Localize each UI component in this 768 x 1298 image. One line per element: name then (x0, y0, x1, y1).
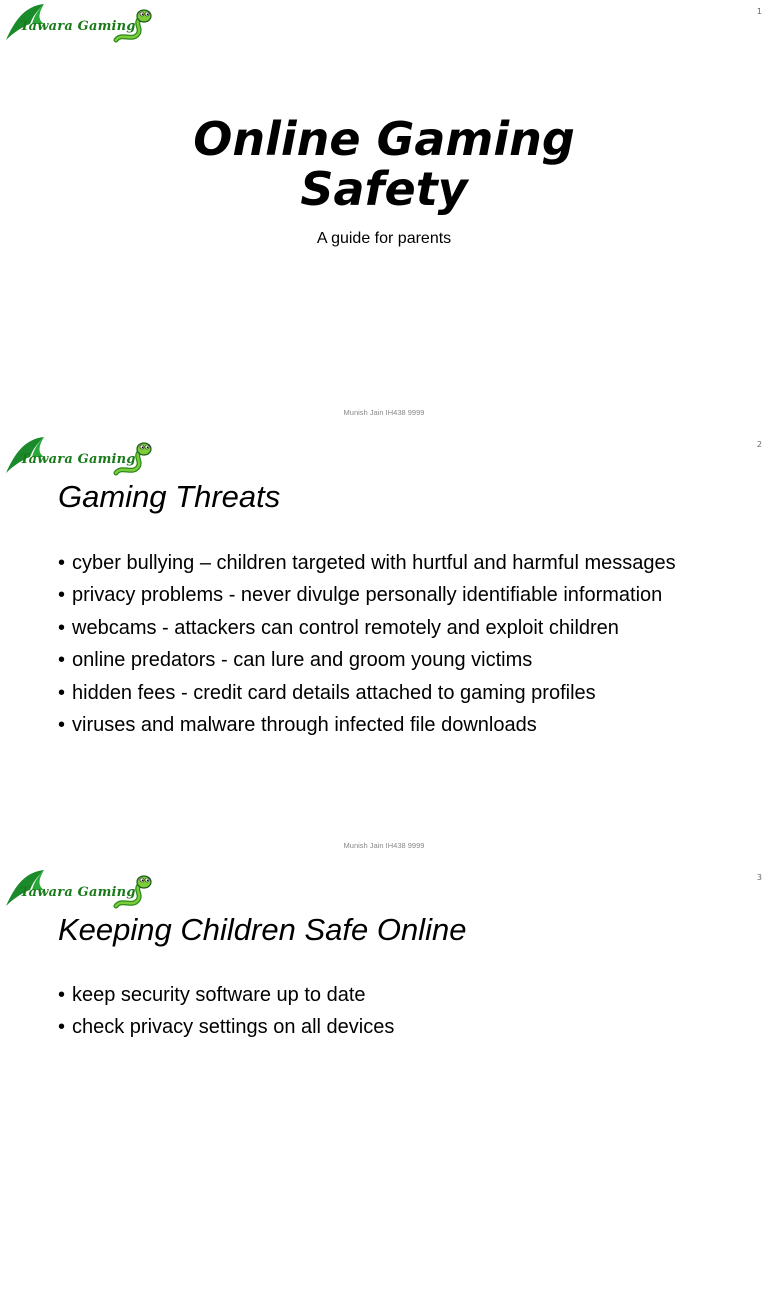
list-item-text: webcams - attackers can control remotely and exploit children (72, 616, 619, 639)
slide-2 (0, 433, 768, 865)
list-item (58, 1011, 394, 1043)
bullet-icon: • (58, 681, 66, 704)
slide-title-line-1: Online Gaming (193, 112, 575, 166)
list-item (58, 644, 676, 676)
slide-subtitle: A guide for parents (316, 230, 452, 247)
bullet-icon: • (58, 584, 66, 607)
list-item-text: cyber bullying – children targeted with hurtful and harmful messages (72, 552, 676, 574)
bullet-icon: • (58, 984, 66, 1006)
logo-text: Tawara Gaming (20, 19, 136, 34)
company-logo (4, 868, 154, 912)
slide-heading: Keeping Children Safe Online (58, 912, 467, 947)
list-item-text: hidden fees - credit card details attached to gaming profiles (72, 681, 596, 704)
logo-text: Tawara Gaming (20, 885, 136, 900)
bullet-list (58, 547, 676, 741)
company-logo (4, 435, 154, 479)
slide-footer: Munish Jain IH438 9999 (343, 841, 425, 850)
list-item (58, 579, 676, 611)
list-item (58, 979, 394, 1011)
page-number: 3 (756, 873, 762, 882)
list-item (58, 612, 676, 644)
bullet-icon: • (58, 616, 66, 639)
bullet-list (58, 979, 394, 1044)
list-item-text: viruses and malware through infected file downloads (72, 714, 537, 737)
bullet-icon: • (58, 1016, 66, 1039)
list-item-text: privacy problems - never divulge personally identifiable information (72, 584, 663, 607)
list-item (58, 547, 676, 579)
logo-text: Tawara Gaming (20, 452, 136, 467)
slide-1 (0, 0, 768, 432)
company-logo (4, 2, 154, 46)
list-item (58, 677, 676, 709)
page-number: 1 (756, 7, 762, 16)
bullet-icon: • (58, 552, 66, 574)
slide-3 (0, 866, 768, 1298)
page-number: 2 (756, 440, 762, 449)
slide-footer: Munish Jain IH438 9999 (343, 408, 425, 417)
list-item-text: online predators - can lure and groom young victims (72, 649, 533, 672)
slide-heading: Gaming Threats (58, 479, 281, 514)
slide-title-line-2: Safety (300, 162, 468, 216)
bullet-icon: • (58, 714, 66, 737)
list-item-text: check privacy settings on all devices (72, 1016, 395, 1039)
list-item-text: keep security software up to date (72, 984, 366, 1006)
list-item (58, 709, 676, 741)
slide-title (0, 114, 768, 214)
bullet-icon: • (58, 649, 66, 672)
